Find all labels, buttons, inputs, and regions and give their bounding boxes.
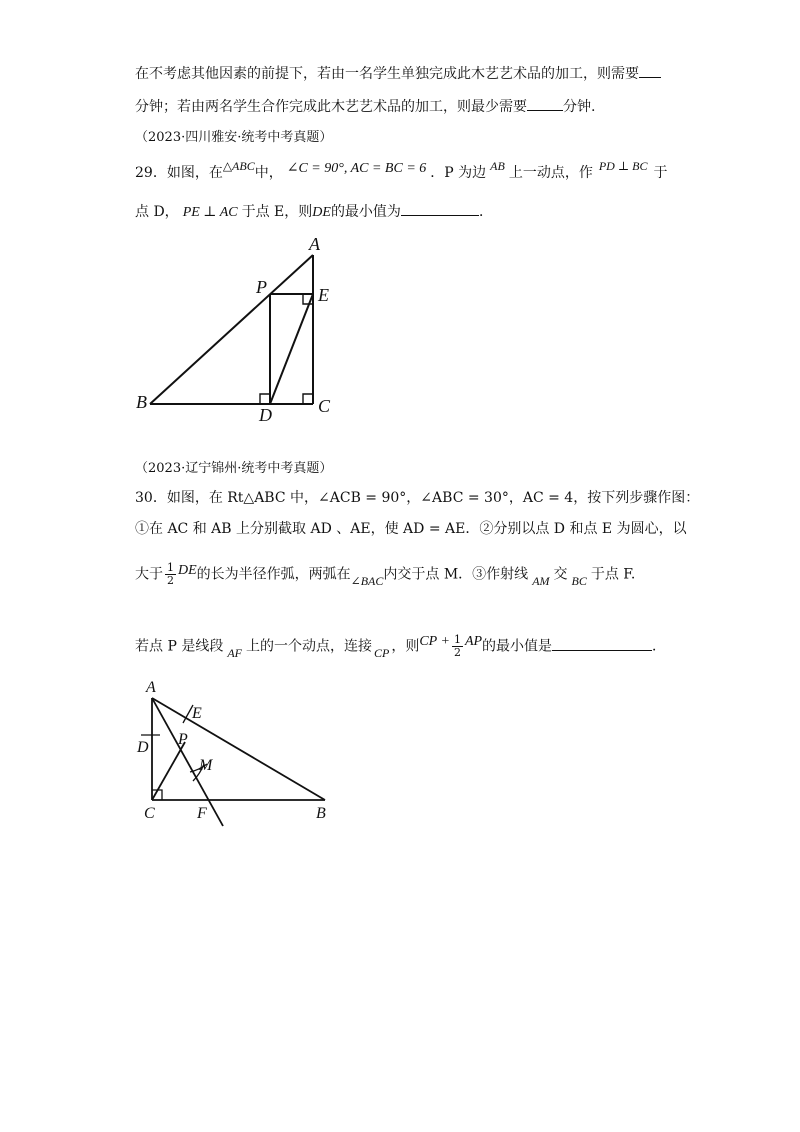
text-line: [135, 96, 595, 116]
math-am: AM: [532, 573, 550, 588]
math-triangle: △ABC: [222, 159, 255, 173]
answer-blank: [552, 638, 652, 651]
text: 上的一个动点，连接: [246, 638, 372, 655]
label-b: B: [136, 392, 147, 412]
math-angle-bac: ∠BAC: [350, 573, 384, 588]
text: 的最小值为: [330, 204, 401, 220]
fraction-half: [165, 562, 176, 587]
label-e: E: [192, 705, 202, 722]
label-b: B: [316, 805, 326, 822]
problem-text: 分钟；若由两名学生合作完成此木艺艺术品的加工，则最少需要: [135, 99, 527, 115]
math-af: AF: [227, 645, 242, 660]
text: 于点 E，则: [241, 204, 313, 220]
text: 的长为半径作弧，两弧在: [196, 566, 351, 583]
label-c: C: [318, 396, 331, 416]
text-line: [135, 63, 661, 83]
source-label: （2023·四川雅安·统考中考真题）: [135, 130, 333, 145]
math-pd-perp-bc: PD ⊥ BC: [598, 159, 648, 173]
label-p: P: [256, 277, 267, 297]
label-m: M: [199, 757, 213, 774]
label-a: A: [309, 234, 320, 254]
math-condition: ∠C = 90°, AC = BC = 6: [286, 161, 427, 176]
figure-29: [0, 225, 800, 665]
text: ．P 为边: [430, 165, 487, 181]
text: 若点 P 是线段: [135, 638, 224, 655]
label-e: E: [318, 285, 329, 305]
label-p: P: [178, 731, 188, 748]
question-30-line-2: ①在 AC 和 AB 上分别截取 AD 、AE，使 AD = AE．②分别以点 D 和点 E 为圆心，以: [135, 521, 687, 537]
text: 上一动点，作: [508, 165, 593, 181]
text: 于点 F.: [590, 566, 636, 583]
math-de: DE: [312, 205, 331, 220]
question-30-line-1: 30．如图，在 Rt△ABC 中，∠ACB = 90°，∠ABC = 30°，AC = 4，按下列步骤作图：: [135, 490, 700, 506]
text: ．: [652, 638, 667, 655]
label-d: D: [137, 739, 149, 756]
label-c: C: [144, 805, 155, 822]
question-number: 29．如图，在: [135, 165, 223, 181]
math-ap: AP: [464, 633, 483, 649]
math-pe-perp-ac: PE ⊥ AC: [182, 205, 238, 220]
segment-cp: [152, 742, 185, 800]
right-angle-d: [260, 394, 270, 404]
text: ．: [478, 204, 493, 220]
text: 的最小值是: [482, 638, 553, 655]
answer-blank: [639, 65, 661, 78]
problem-text: 在不考虑其他因素的前提下，若由一名学生单独完成此木艺艺术品的加工，则需要: [135, 66, 639, 82]
text: 交: [553, 566, 568, 583]
side-ab: [152, 698, 325, 800]
question-29-line-2: [135, 201, 493, 221]
text: 内交于点 M．③作射线: [383, 566, 529, 583]
figure-30: [0, 670, 800, 850]
fraction-denominator: 2: [453, 646, 461, 659]
label-d: D: [259, 405, 272, 425]
text: 于: [653, 165, 668, 181]
text: 大于: [135, 566, 163, 583]
math-cp: CP: [374, 645, 390, 660]
text: ，则: [391, 638, 420, 655]
ray-am: [152, 698, 223, 826]
text: 点 D，: [135, 204, 179, 220]
source-label: （2023·辽宁锦州·统考中考真题）: [135, 461, 333, 476]
fraction-half: [452, 634, 463, 659]
math-bc: BC: [571, 573, 587, 588]
label-f: F: [197, 805, 207, 822]
right-angle-c: [303, 394, 313, 404]
math-ab: AB: [490, 159, 505, 173]
fraction-denominator: 2: [167, 574, 174, 587]
fraction-numerator: 1: [167, 561, 174, 574]
fraction-numerator: 1: [453, 633, 461, 646]
question-30-line-3: [135, 562, 635, 587]
math-de: DE: [178, 562, 197, 578]
label-a: A: [146, 679, 156, 696]
segment-de: [270, 294, 313, 404]
math-cp-plus: CP +: [419, 633, 450, 649]
side-ab: [150, 255, 313, 404]
answer-blank: [401, 203, 479, 216]
question-29-line-1: [135, 159, 668, 182]
question-30-line-4: [135, 634, 666, 659]
answer-blank: [527, 98, 563, 111]
text: 中，: [254, 165, 283, 181]
problem-text: 分钟.: [563, 99, 596, 115]
